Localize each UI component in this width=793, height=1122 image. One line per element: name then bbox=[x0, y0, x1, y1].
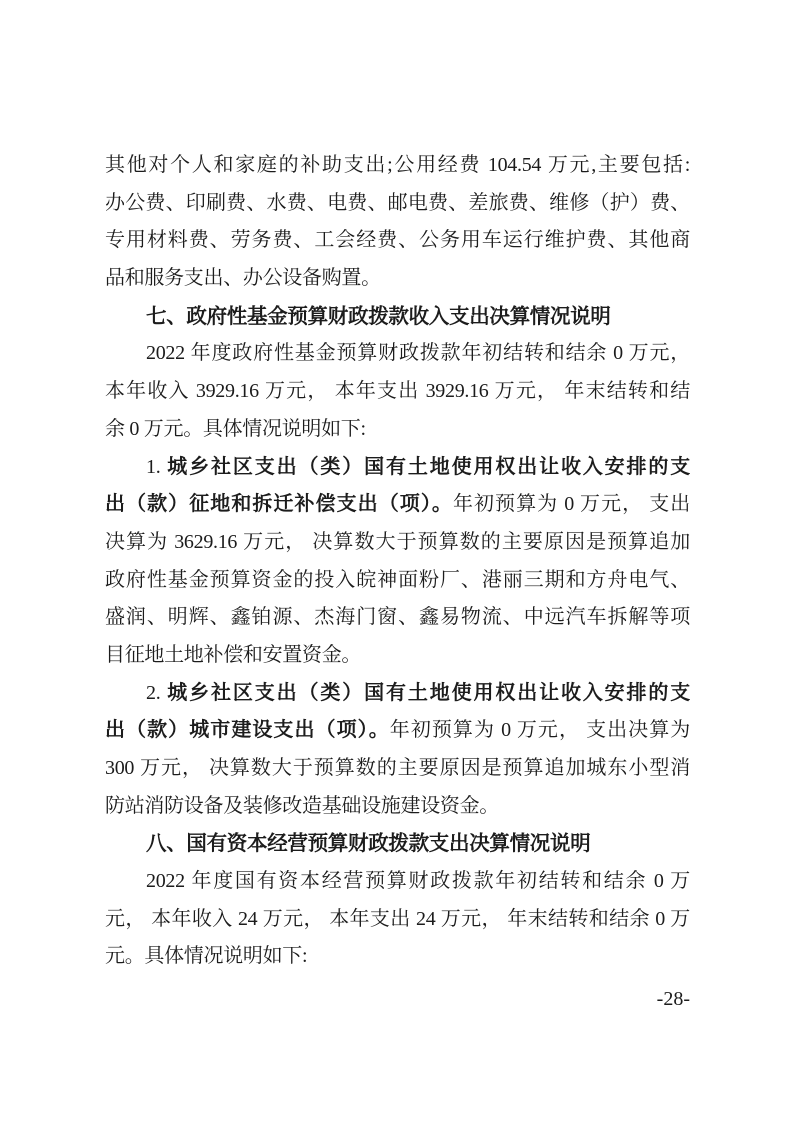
text-line bbox=[105, 411, 690, 449]
text-line bbox=[105, 185, 690, 223]
text-run: 决算为 3629.16 万元， 决算数大于预算数的主要原因是预算追加 bbox=[105, 530, 690, 553]
text-run: 300 万元， 决算数大于预算数的主要原因是预算追加城东小型消 bbox=[105, 757, 690, 779]
text-run: 1. bbox=[146, 455, 168, 478]
text-run: 本年收入 3929.16 万元， 本年支出 3929.16 万元， 年末结转和结 bbox=[105, 380, 690, 403]
text-run: 办公费、印刷费、水费、电费、邮电费、差旅费、维修（护）费、 bbox=[105, 191, 690, 214]
text-line bbox=[105, 675, 690, 713]
text-run: 年初预算为 0 万元， 支出决算为 bbox=[389, 719, 690, 742]
bold-text-run: 出（款）城市建设支出（项）。 bbox=[105, 719, 390, 742]
paragraph bbox=[105, 675, 690, 826]
bold-text-run: 八、国有资本经营预算财政拨款支出决算情况说明 bbox=[146, 832, 591, 856]
text-run: 余 0 万元。具体情况说明如下: bbox=[105, 417, 366, 440]
paragraph bbox=[105, 863, 690, 976]
text-line bbox=[105, 373, 690, 411]
text-line bbox=[105, 449, 690, 487]
text-run: 2022 年度政府性基金预算财政拨款年初结转和结余 0 万元， bbox=[146, 342, 690, 365]
text-line bbox=[105, 486, 690, 524]
page-number: -28- bbox=[656, 988, 690, 1010]
text-line bbox=[105, 147, 690, 185]
bold-text-run: 城乡社区支出（类）国有土地使用权出让收入安排的支 bbox=[167, 681, 690, 704]
bold-text-run: 七、政府性基金预算财政拨款收入支出决算情况说明 bbox=[146, 304, 611, 328]
text-line bbox=[105, 599, 690, 637]
text-run: 防站消防设备及装修改造基础设施建设资金。 bbox=[105, 794, 499, 817]
text-line bbox=[105, 750, 690, 788]
text-run: 2022 年度国有资本经营预算财政拨款年初结转和结余 0 万 bbox=[146, 870, 690, 893]
text-run: 元。具体情况说明如下: bbox=[105, 945, 308, 968]
text-line bbox=[105, 562, 690, 600]
document-content bbox=[105, 147, 690, 976]
paragraph bbox=[105, 147, 690, 298]
text-run: 2. bbox=[146, 681, 168, 704]
text-line bbox=[105, 938, 690, 976]
text-run: 年初预算为 0 万元， 支出 bbox=[452, 493, 690, 516]
text-line bbox=[105, 712, 690, 750]
bold-text-run: 出（款）征地和拆迁补偿支出（项）。 bbox=[105, 493, 453, 516]
text-line bbox=[105, 863, 690, 901]
text-line bbox=[105, 901, 690, 939]
text-line bbox=[105, 260, 690, 298]
paragraph bbox=[105, 449, 690, 675]
paragraph bbox=[105, 335, 690, 448]
section-heading bbox=[105, 298, 690, 336]
text-run: 盛润、明辉、鑫铂源、杰海门窗、鑫易物流、中远汽车拆解等项 bbox=[105, 606, 690, 629]
text-line bbox=[105, 788, 690, 826]
text-line bbox=[105, 222, 690, 260]
text-run: 其他对个人和家庭的补助支出;公用经费 104.54 万元,主要包括: bbox=[105, 154, 690, 176]
text-run: 目征地土地补偿和安置资金。 bbox=[105, 643, 362, 666]
text-run: 政府性基金预算资金的投入皖神面粉厂、港丽三期和方舟电气、 bbox=[105, 568, 690, 591]
text-run: 品和服务支出、办公设备购置。 bbox=[105, 267, 381, 290]
text-run: 元， 本年收入 24 万元， 本年支出 24 万元， 年末结转和结余 0 万 bbox=[105, 907, 690, 930]
text-line bbox=[105, 524, 690, 562]
text-run: 专用材料费、劳务费、工会经费、公务用车运行维护费、其他商 bbox=[105, 229, 690, 252]
text-line bbox=[105, 335, 690, 373]
bold-text-run: 城乡社区支出（类）国有土地使用权出让收入安排的支 bbox=[167, 455, 690, 478]
text-line bbox=[105, 298, 690, 336]
section-heading bbox=[105, 825, 690, 863]
text-line bbox=[105, 637, 690, 675]
text-line bbox=[105, 825, 690, 863]
